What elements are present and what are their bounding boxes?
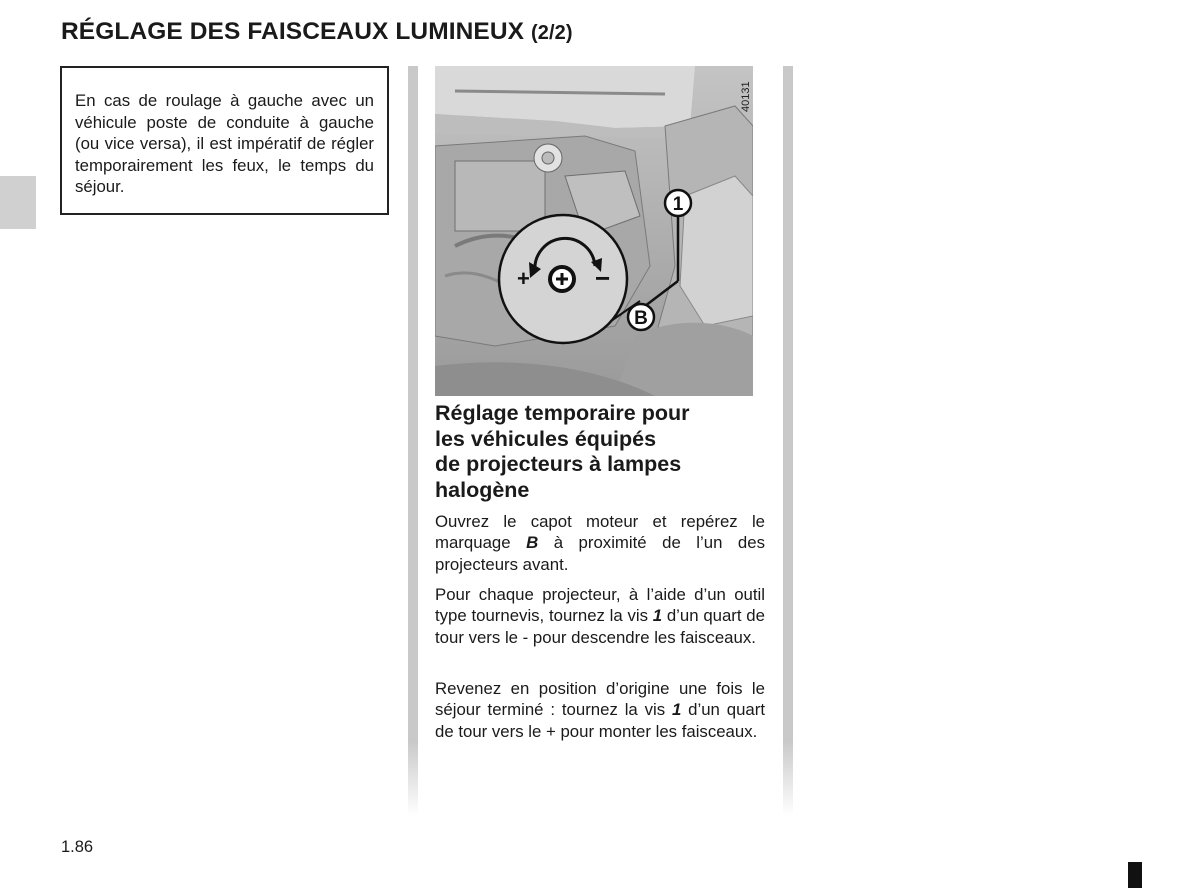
- page-title: [61, 18, 573, 46]
- paragraph-lower-beams: [435, 584, 765, 648]
- note-text: En cas de roulage à gauche avec un véhicule poste de conduite à gauche (ou vice versa), il est impératif de régler temporairement les feux, le temps du séjour.: [75, 91, 374, 196]
- section-title-line-4: halogène: [435, 478, 530, 503]
- screw-1: 1: [652, 606, 663, 626]
- paragraph-restore-beams: [435, 678, 765, 742]
- paragraph-text: Ouvrez le capot moteur et repérez le marquage: [435, 512, 765, 553]
- paragraph-text: Pour chaque projecteur, à l’aide d’un outil type tournevis, tournez la vis: [435, 585, 765, 626]
- callout-1: 1: [672, 194, 684, 215]
- engine-bay-illustration: [435, 66, 753, 396]
- screw-1: 1: [671, 700, 682, 720]
- symbol-minus: −: [595, 263, 611, 293]
- paragraph-text: Revenez en position d’origine une fois le séjour terminé : tournez la vis: [435, 679, 765, 720]
- figure-reference: 40131: [740, 81, 752, 112]
- section-title-line-2: les véhicules équipés: [435, 426, 657, 451]
- page-title-text: RÉGLAGE DES FAISCEAUX LUMINEUX: [61, 18, 525, 45]
- marking-b: B: [526, 533, 539, 553]
- paragraph-text: à proximité de l’un des projecteurs avant.: [435, 533, 765, 574]
- corner-mark: [1128, 862, 1142, 888]
- paragraph-open-hood: [435, 511, 765, 575]
- paragraph-text: d’un quart de tour vers le - pour descendre les faisceaux.: [435, 606, 765, 647]
- page-title-suffix: (2/2): [531, 22, 573, 44]
- page-number: 1.86: [61, 838, 94, 856]
- chapter-tab: [0, 176, 36, 229]
- paragraph-text: d’un quart de tour vers le + pour monter les faisceaux.: [435, 700, 765, 741]
- callout-b: B: [634, 308, 648, 329]
- section-title: [435, 401, 765, 504]
- engine-bay-drawing: [435, 66, 753, 396]
- section-title-line-3: de projecteurs à lampes: [435, 452, 682, 477]
- section-title-line-1: Réglage temporaire pour: [435, 401, 690, 425]
- symbol-plus: +: [517, 266, 530, 291]
- note-box: [60, 66, 389, 215]
